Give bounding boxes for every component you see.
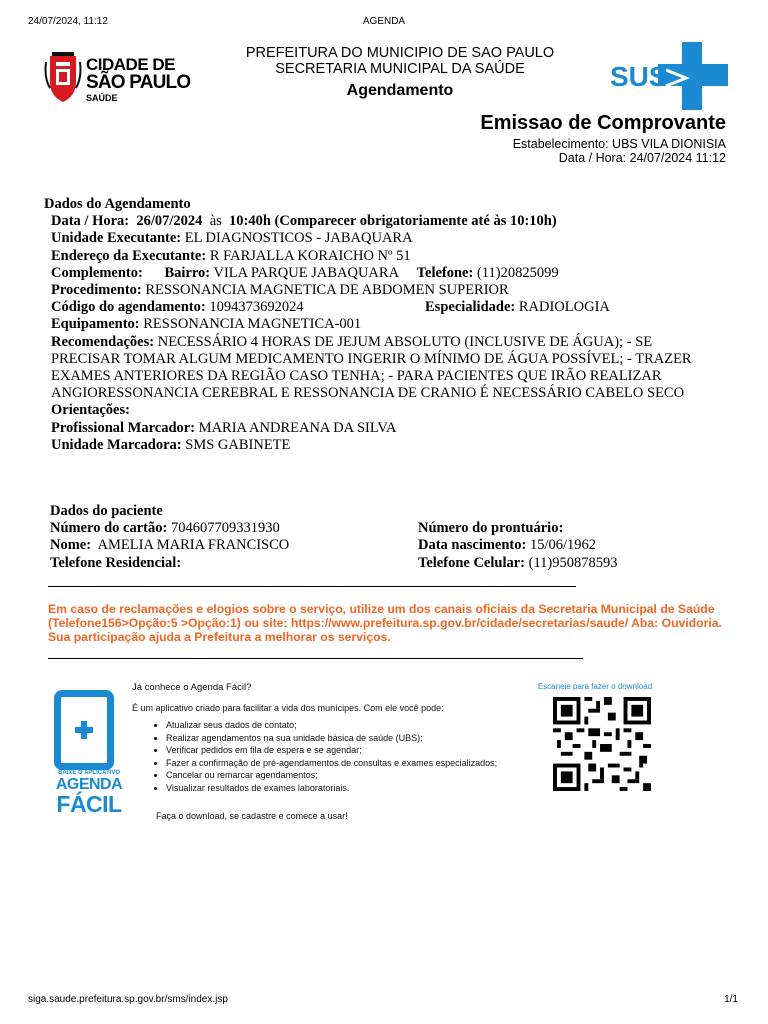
codigo-label: Código do agendamento: <box>51 299 206 316</box>
row-procedimento <box>44 282 724 299</box>
comprovante-title: Emissao de Comprovante <box>480 112 726 134</box>
nome-field <box>50 537 418 554</box>
paciente-title: Dados do paciente <box>50 503 163 519</box>
data-hora-label: Data / Hora: <box>51 213 130 230</box>
print-page: 1/1 <box>724 994 738 1005</box>
print-datetime: 24/07/2024, 11:12 <box>28 16 108 27</box>
header-secretaria: SECRETARIA MUNICIPAL DA SAÚDE <box>275 61 525 77</box>
agenda-facil-logo <box>46 690 132 815</box>
header-agendamento: Agendamento <box>346 82 454 99</box>
promo-item: • Verificar pedidos em fila de espera e se agendar; <box>166 744 532 757</box>
hora-value: 10:40h (Comparecer obrigatoriamente até às 10:10h) <box>229 213 557 230</box>
sus-logo <box>606 40 728 112</box>
health-cross-icon <box>75 721 93 739</box>
profissional-label: Profissional Marcador: <box>51 419 196 436</box>
orientacoes-label: Orientações: <box>51 402 130 419</box>
promo-title: Já conhece o Agenda Fácil? <box>132 682 252 693</box>
profissional-value: MARIA ANDREANA DA SILVA <box>198 419 397 436</box>
nascimento-label: Data nascimento: <box>418 537 527 554</box>
agendamento-title: Dados do Agendamento <box>44 196 191 212</box>
promo-item: • Visualizar resultados de exames laboratoriais. <box>166 782 532 795</box>
city-logo-line2: SÃO PAULO <box>86 72 191 93</box>
header-prefeitura: PREFEITURA DO MUNICIPIO DE SAO PAULO <box>245 45 555 61</box>
print-title: AGENDA <box>362 16 406 27</box>
city-crest-icon <box>44 52 82 104</box>
row-unidade-executante <box>44 230 724 247</box>
equipamento-value: RESSONANCIA MAGNETICA-001 <box>143 316 362 333</box>
promo-outro: Faça o download, se cadastre e comece a usar! <box>156 810 348 821</box>
tel-res-label: Telefone Residencial: <box>50 554 182 571</box>
prontuario-field <box>418 520 670 537</box>
sus-logo-text: SUS <box>610 61 668 92</box>
data-value: 26/07/2024 <box>136 213 203 230</box>
bairro-value: VILA PARQUE JABAQUARA <box>213 264 400 281</box>
row-recomendacoes <box>44 334 724 403</box>
qr-label: Escaneie para fazer o download <box>537 682 653 691</box>
unidade-executante-value: EL DIAGNOSTICOS - JABAQUARA <box>184 230 413 247</box>
recomendacoes-label: Recomendações: <box>51 333 155 350</box>
endereco-value: R FARJALLA KORAICHO Nº 51 <box>209 247 411 264</box>
paciente-section <box>50 503 670 572</box>
agendamento-section <box>44 196 724 454</box>
nascimento-value: 15/06/1962 <box>529 537 597 554</box>
promo-item: • Atualizar seus dados de contato; <box>166 719 532 732</box>
cartao-value: 704607709331930 <box>170 520 280 537</box>
emissao-data-hora: Data / Hora: 24/07/2024 11:12 <box>558 151 726 165</box>
complemento-label: Complemento: <box>51 264 143 281</box>
phone-icon <box>54 690 114 770</box>
promo-intro: É um aplicativo criado para facilitar a vida dos munícipes. Com ele você pode: <box>132 703 444 713</box>
nome-label: Nome: <box>50 537 92 554</box>
telefone-value: (11)20825099 <box>476 264 559 281</box>
city-logo-line1: CIDADE DE <box>86 55 176 74</box>
tel-res-field <box>50 555 418 572</box>
promo-list <box>132 719 532 795</box>
cartao-field <box>50 520 418 537</box>
promo-item: • Cancelar ou remarcar agendamentos; <box>166 769 532 782</box>
endereco-label: Endereço da Executante: <box>51 247 207 264</box>
row-codigo <box>44 299 724 316</box>
logo-baixe: BAIXE O APLICATIVO <box>57 770 120 776</box>
especialidade-value: RADIOLOGIA <box>518 299 610 316</box>
qr-code-icon[interactable] <box>553 697 651 791</box>
nome-value: AMELIA MARIA FRANCISCO <box>97 537 290 554</box>
row-orientacoes <box>44 402 724 419</box>
as-text: às <box>209 213 222 230</box>
logo-agenda: AGENDA <box>55 776 123 793</box>
row-unidade-marcadora <box>44 437 724 454</box>
procedimento-value: RESSONANCIA MAGNETICA DE ABDOMEN SUPERIOR <box>145 282 509 299</box>
tel-cel-label: Telefone Celular: <box>418 554 525 571</box>
telefone-label: Telefone: <box>416 264 474 281</box>
print-url: siga.saude.prefeitura.sp.gov.br/sms/index.jsp <box>28 994 228 1005</box>
row-complemento <box>44 265 724 282</box>
bairro-label: Bairro: <box>164 264 211 281</box>
equipamento-label: Equipamento: <box>51 316 140 333</box>
nascimento-field <box>418 537 670 554</box>
unidade-marcadora-value: SMS GABINETE <box>185 436 291 453</box>
cartao-label: Número do cartão: <box>50 520 168 537</box>
codigo-value: 1094373692024 <box>209 299 304 316</box>
logo-facil: FÁCIL <box>56 791 122 817</box>
estabelecimento: Estabelecimento: UBS VILA DIONISIA <box>512 137 726 151</box>
especialidade-label: Especialidade: <box>425 299 516 316</box>
row-endereco <box>44 248 724 265</box>
tel-cel-field <box>418 555 670 572</box>
unidade-executante-label: Unidade Executante: <box>51 230 182 247</box>
divider-bottom <box>48 658 583 659</box>
tel-cel-value: (11)950878593 <box>528 554 618 571</box>
ouvidoria-notice: Em caso de reclamações e elogios sobre o serviço, utilize um dos canais oficiais da Secretaria Municipal de Saúde (Telefone156>Opção:5 >Opção:1) ou site: https://www.prefeitura.sp.gov.br/cidade/secretarias/saude/ Aba: Ouvidoria. Sua participação ajuda a Prefeitura a melhorar os serviços. <box>48 602 722 644</box>
prontuario-label: Número do prontuário: <box>418 520 564 537</box>
app-promo <box>132 682 532 821</box>
row-profissional <box>44 420 724 437</box>
promo-item: • Realizar agendamentos na sua unidade básica de saúde (UBS); <box>166 732 532 745</box>
row-data-hora <box>44 213 724 230</box>
promo-item: • Fazer a confirmação de pré-agendamentos de consultas e exames especializados; <box>166 757 532 770</box>
recomendacoes-value: NECESSÁRIO 4 HORAS DE JEJUM ABSOLUTO (INCLUSIVE DE ÁGUA); - SE PRECISAR TOMAR ALGUM MEDICAMENTO INGERIR O MÍNIMO DE ÁGUA POSSÍVEL; - TRAZER EXAMES ANTERIORES DA REGIÃO CASO TENHA; - PARA PACIENTES QUE IRÃO REALIZAR ANGIORESSONANCIA CEREBRAL E RESSONANCIA DE CRANIO É NECESSÁRIO CABELO SECO <box>51 333 692 402</box>
procedimento-label: Procedimento: <box>51 282 142 299</box>
row-equipamento <box>44 316 724 333</box>
divider-top <box>48 586 576 587</box>
city-logo <box>44 52 194 106</box>
unidade-marcadora-label: Unidade Marcadora: <box>51 436 182 453</box>
city-logo-line3: SAÚDE <box>86 93 118 103</box>
